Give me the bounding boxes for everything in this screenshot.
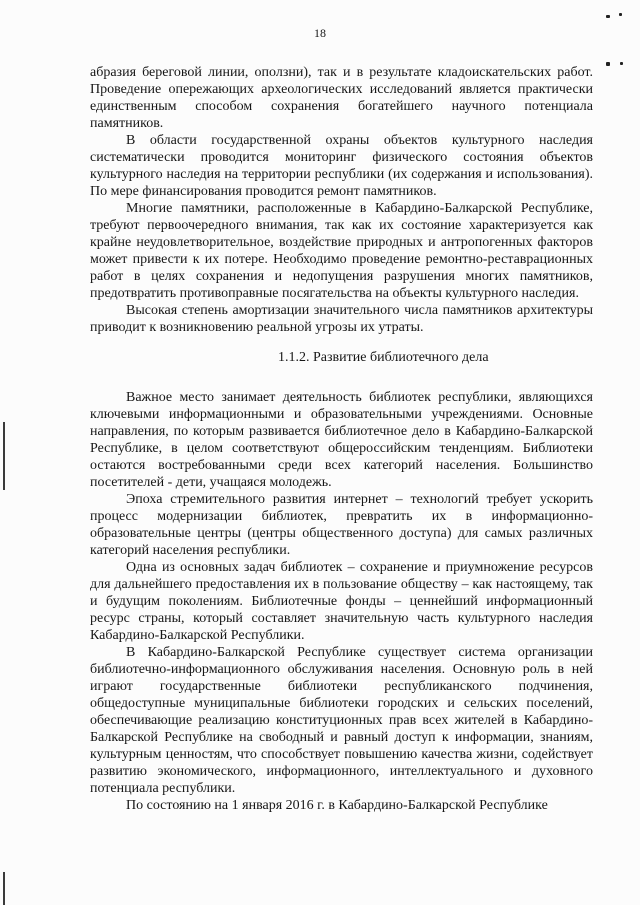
paragraph: Высокая степень амортизации значительного числа памятников архитектуры приводит к возникновению реальной угрозы их утраты. [90, 303, 593, 335]
paragraph: абразия береговой линии, оползни), так и в результате кладоискательских работ. Проведение опережающих археологических исследований является практически единственным способом сохранения богатейшего научного потенциала памятников. [90, 65, 593, 131]
paragraph: Эпоха стремительного развития интернет – технологий требует ускорить процесс модернизации библиотек, превратить их в информационно-образовательные центры (центры общественного доступа) для самых различных категорий населения республики. [90, 492, 593, 558]
paragraph: Важное место занимает деятельность библиотек республики, являющихся ключевыми информационными и образовательными учреждениями. Основные направления, по которым развивается библиотечное дело в Кабардино-Балкарской Республике, в целом соответствуют общероссийским тенденциям. Библиотеки остаются востребованными среди всех категорий населения. Большинство посетителей - дети, учащаяся молодежь. [90, 390, 593, 490]
scan-dot [619, 13, 622, 16]
scan-edge-line [3, 422, 5, 490]
paragraph: Многие памятники, расположенные в Кабардино-Балкарской Республике, требуют первоочередного внимания, так как их состояние характеризуется как крайне неудовлетворительное, воздействие природных и антропогенных факторов может привести к их потере. Необходимо проведение ремонтно-реставрационных работ в целях сохранения и недопущения разрушения многих памятников, предотвратить противоправные посягательства на объекты культурного наследия. [90, 201, 593, 301]
page-number: 18 [314, 26, 326, 40]
section-heading: 1.1.2. Развитие библиотечного дела [278, 350, 489, 365]
paragraph: По состоянию на 1 января 2016 г. в Кабардино-Балкарской Республике [126, 798, 548, 813]
paragraph: В Кабардино-Балкарской Республике существует система организации библиотечно-информационного обслуживания населения. Основную роль в ней играют государственные библиотеки республиканского подчинения, общедоступные муниципальные библиотеки городских и сельских поселений, обеспечивающие реализацию конституционных прав всех жителей в Кабардино-Балкарской Республике на свободный и равный доступ к информации, знаниям, культурным ценностям, что способствует повышению качества жизни, содействует развитию экономического, информационного, интеллектуального и духовного потенциала республики. [90, 645, 593, 796]
scan-dot [606, 62, 610, 66]
scan-edge-line [3, 872, 5, 905]
document-body [90, 64, 593, 814]
paragraph: Одна из основных задач библиотек – сохранение и приумножение ресурсов для дальнейшего предоставления их в пользование обществу – как настоящему, так и будущим поколениям. Библиотечные фонды – ценнейший информационный ресурс страны, который составляет значительную часть культурного наследия Кабардино-Балкарской Республики. [90, 560, 593, 643]
scan-dot [606, 15, 610, 18]
paragraph: В области государственной охраны объектов культурного наследия систематически проводится мониторинг физического состояния объектов культурного наследия на территории республики (их содержания и использования). По мере финансирования проводится ремонт памятников. [90, 133, 593, 199]
spacer [90, 379, 593, 389]
scan-dot [620, 62, 623, 65]
